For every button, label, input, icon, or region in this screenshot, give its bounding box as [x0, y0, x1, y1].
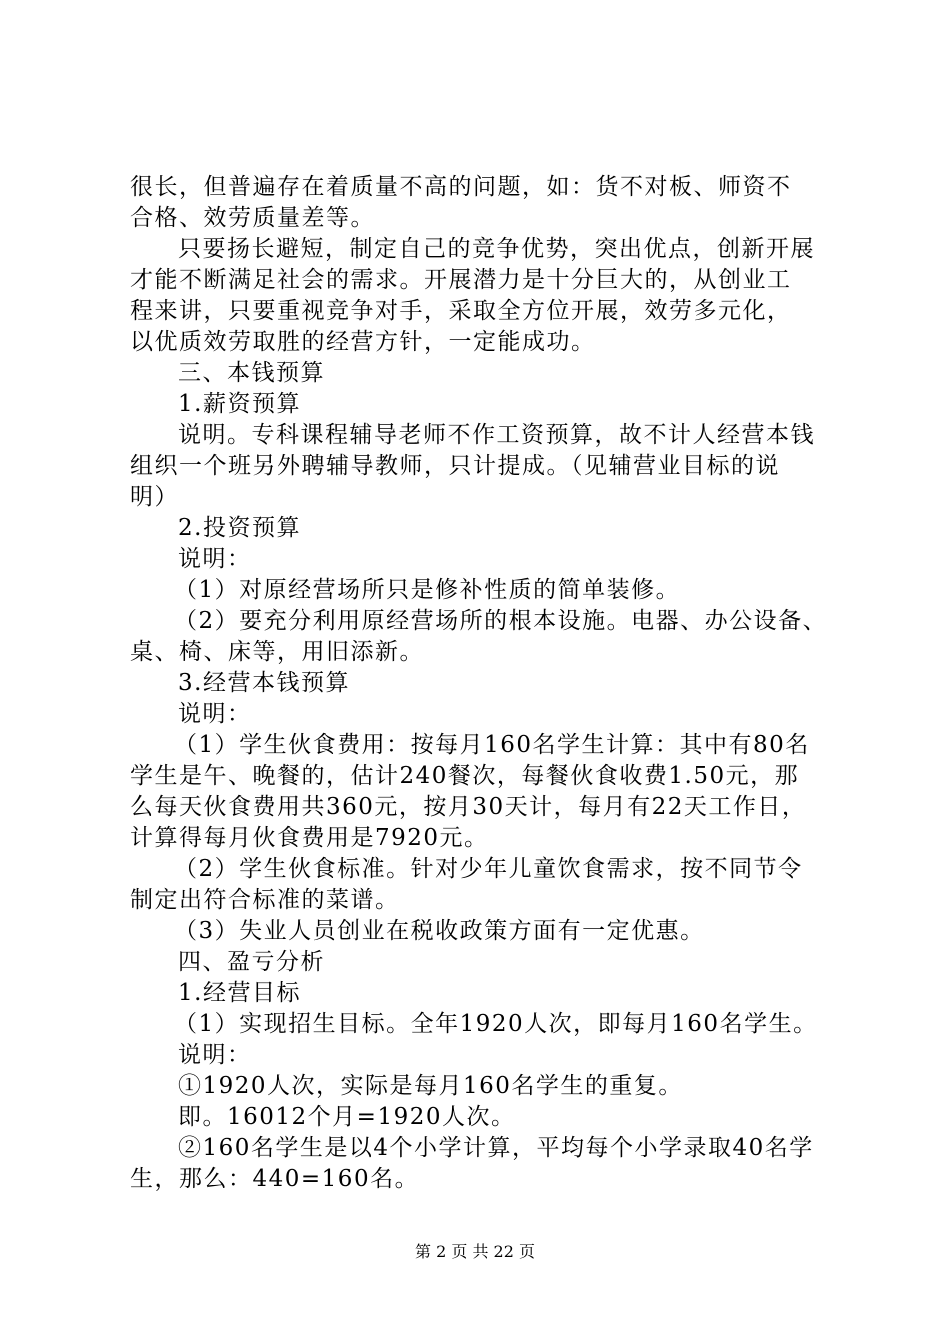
section-heading: 四、盈亏分析: [178, 949, 325, 975]
subsection-heading: 1.经营目标: [178, 980, 301, 1006]
text-line: 说明：: [178, 1042, 252, 1068]
text-line: 说明：: [178, 701, 252, 727]
text-line: 制定出符合标准的菜谱。: [130, 887, 400, 913]
text-line: 以优质效劳取胜的经营方针，一定能成功。: [130, 329, 596, 355]
subsection-heading: 3.经营本钱预算: [178, 670, 350, 696]
text-line: （1）对原经营场所只是修补性质的简单装修。: [174, 577, 681, 603]
text-line: 组织一个班另外聘辅导教师，只计提成。（见辅营业目标的说: [130, 453, 780, 479]
text-line: 合格、效劳质量差等。: [130, 205, 375, 231]
text-line: （1）学生伙食费用：按每月160名学生计算：其中有80名: [174, 732, 810, 758]
document-body: [130, 172, 830, 1195]
text-line: 学生是午、晚餐的，估计240餐次，每餐伙食收费1.50元，那: [130, 763, 800, 789]
text-line: 才能不断满足社会的需求。开展潜力是十分巨大的，从创业工: [130, 267, 792, 293]
text-line: （2）学生伙食标准。针对少年儿童饮食需求，按不同节令: [174, 856, 803, 882]
text-line: 说明：: [178, 546, 252, 572]
text-line: ②160名学生是以4个小学计算，平均每个小学录取40名学: [178, 1135, 814, 1161]
text-line: 即。16012个月=1920人次。: [178, 1104, 516, 1130]
section-heading: 三、本钱预算: [178, 360, 325, 386]
text-line: 很长，但普遍存在着质量不高的问题，如：货不对板、师资不: [130, 174, 792, 200]
text-line: 桌、椅、床等，用旧添新。: [130, 639, 424, 665]
text-line: 程来讲，只要重视竞争对手，采取全方位开展，效劳多元化，: [130, 298, 792, 324]
subsection-heading: 1.薪资预算: [178, 391, 301, 417]
text-line: （1）实现招生目标。全年1920人次，即每月160名学生。: [174, 1011, 818, 1037]
text-line: 说明。专科课程辅导老师不作工资预算，故不计人经营本钱: [178, 422, 815, 448]
text-line: （2）要充分利用原经营场所的根本设施。电器、办公设备、: [174, 608, 828, 634]
text-line: 生，那么：440=160名。: [130, 1166, 420, 1192]
page-number-footer: 第 2 页 共 22 页: [415, 1242, 535, 1261]
subsection-heading: 2.投资预算: [178, 515, 301, 541]
text-line: 么每天伙食费用共360元，按月30天计，每月有22天工作日，: [130, 794, 807, 820]
text-line: 只要扬长避短，制定自己的竞争优势，突出优点，创新开展: [178, 236, 815, 262]
text-line: 明）: [130, 484, 179, 510]
text-line: 计算得每月伙食费用是7920元。: [130, 825, 489, 851]
text-line: ①1920人次，实际是每月160名学生的重复。: [178, 1073, 683, 1099]
text-line: （3）失业人员创业在税收政策方面有一定优惠。: [174, 918, 705, 944]
